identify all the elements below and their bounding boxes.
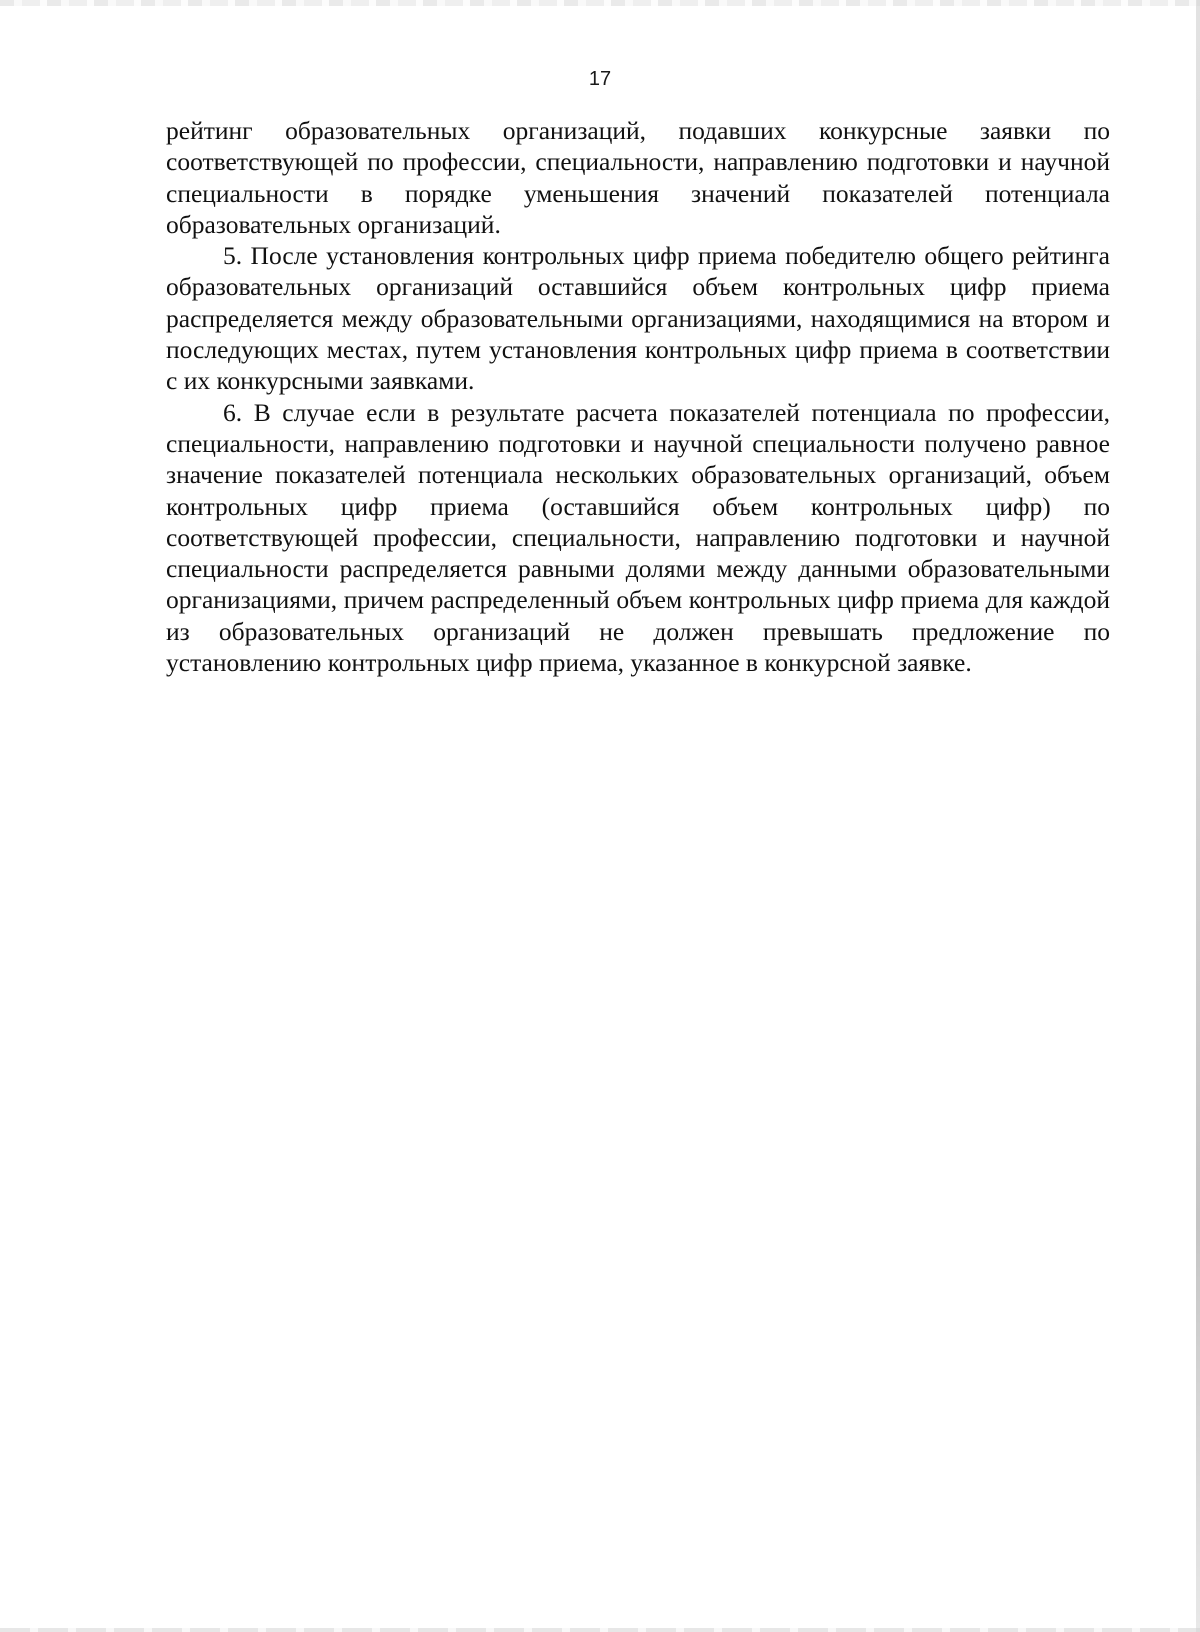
scan-edge-top	[0, 0, 1200, 6]
paragraph-continuation: рейтинг образовательных организаций, подавших конкурсные заявки по соответствующей по профессии, специальности, направлению подготовки и научной специальности в порядке уменьшения значений показателей потенциала образовательных организаций.	[166, 116, 1110, 239]
body-text	[166, 115, 1110, 678]
scan-edge-right	[1196, 0, 1200, 1632]
paragraph-item-6: 6. В случае если в результате расчета показателей потенциала по профессии, специальности, направлению подготовки и научной специальности получено равное значение показателей потенциала нескольких образовательных организаций, объем контрольных цифр приема (оставшийся объем контрольных цифр) по соответствующей профессии, специальности, направлению подготовки и научной специальности распределяется равными долями между данными образовательными организациями, причем распределенный объем контрольных цифр приема для каждой из образовательных организаций не должен превышать предложение по установлению контрольных цифр приема, указанное в конкурсной заявке.	[166, 397, 1110, 678]
scan-edge-bottom	[0, 1628, 1200, 1632]
paragraph-item-5: 5. После установления контрольных цифр приема победителю общего рейтинга образовательных организаций оставшийся объем контрольных цифр приема распределяется между образовательными организациями, находящимися на втором и последующих местах, путем установления контрольных цифр приема в соответствии с их конкурсными заявками.	[166, 241, 1110, 396]
page-number: 17	[588, 68, 612, 90]
